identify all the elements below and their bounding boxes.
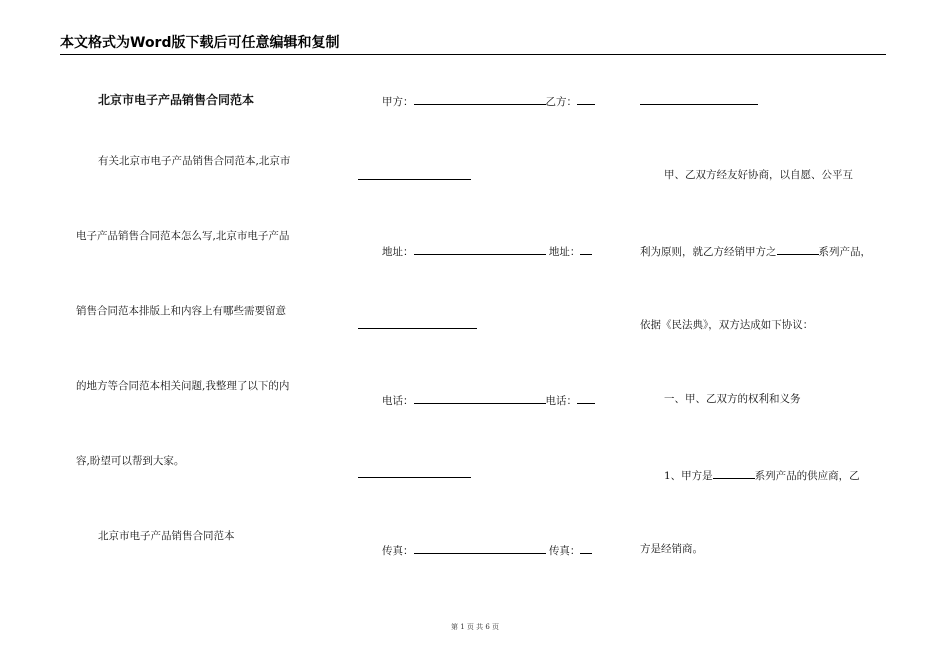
product-blank xyxy=(777,243,819,255)
address-b-label: 地址： xyxy=(548,246,581,258)
fax-a-label: 传真： xyxy=(382,545,414,557)
party-b-continuation-line xyxy=(358,179,471,180)
section-heading: 一、甲、乙双方的权利和义务 xyxy=(664,393,801,405)
clause-line xyxy=(640,243,871,259)
party-a-row xyxy=(382,93,595,109)
party-a-label: 甲方： xyxy=(382,96,414,108)
intro-line: 有关北京市电子产品销售合同范本,北京市 xyxy=(98,155,291,167)
clause-line: 甲、乙双方经友好协商，以自愿、公平互 xyxy=(664,169,853,181)
contract-subtitle: 北京市电子产品销售合同范本 xyxy=(98,530,235,542)
phone-b-blank xyxy=(577,392,595,404)
document-header: 本文格式为Word版下载后可任意编辑和复制 xyxy=(60,35,340,51)
address-a-blank xyxy=(414,243,546,255)
fax-b-blank xyxy=(580,542,592,554)
page-number: 第 1 页 共 6 页 xyxy=(450,623,500,631)
clause-text: 系列产品， xyxy=(818,246,871,258)
address-a-label: 地址： xyxy=(382,246,414,258)
clause-text: 1、甲方是 xyxy=(664,470,713,482)
address-b-continuation-line xyxy=(358,328,477,329)
fax-b-label: 传真： xyxy=(548,545,581,557)
fax-a-blank xyxy=(414,542,546,554)
party-b-blank xyxy=(577,93,595,105)
phone-b-label: 电话： xyxy=(545,395,577,407)
clause-line xyxy=(664,467,860,483)
header-divider xyxy=(60,54,886,55)
supplier-product-blank xyxy=(713,467,755,479)
phone-row xyxy=(382,392,595,408)
clause-line: 依据《民法典》，双方达成如下协议： xyxy=(640,319,814,331)
phone-a-label: 电话： xyxy=(382,395,414,407)
intro-line: 容,盼望可以帮到大家。 xyxy=(76,455,185,467)
contract-title: 北京市电子产品销售合同范本 xyxy=(98,93,255,107)
phone-b-continuation-line xyxy=(358,477,471,478)
address-b-blank xyxy=(580,243,592,255)
intro-line: 销售合同范本排版上和内容上有哪些需要留意 xyxy=(76,305,286,317)
clause-text: 系列产品的供应商，乙 xyxy=(754,470,860,482)
address-row xyxy=(382,243,592,259)
fax-row xyxy=(382,542,592,558)
party-b-name-line xyxy=(640,104,758,105)
intro-line: 电子产品销售合同范本怎么写,北京市电子产品 xyxy=(76,230,290,242)
party-b-label: 乙方： xyxy=(545,96,577,108)
phone-a-blank xyxy=(414,392,546,404)
party-a-blank xyxy=(414,93,546,105)
clause-text: 利为原则，就乙方经销甲方之 xyxy=(640,246,777,258)
clause-line: 方是经销商。 xyxy=(640,543,703,555)
intro-line: 的地方等合同范本相关问题,我整理了以下的内 xyxy=(76,380,290,392)
